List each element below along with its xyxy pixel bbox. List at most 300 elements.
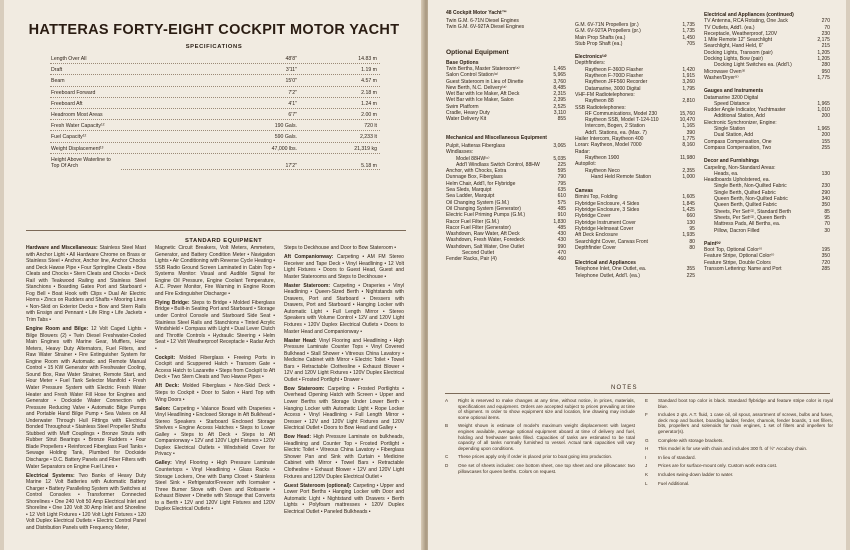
canvas-list bbox=[575, 194, 695, 251]
equipment-column-3 bbox=[284, 245, 404, 518]
price-item-value: 95 bbox=[689, 225, 695, 232]
price-item bbox=[575, 41, 695, 47]
base-options-heading: Base Options bbox=[446, 59, 479, 66]
price-item-value: 660 bbox=[686, 213, 695, 220]
price-item-name: Single Berth, Non-Quilted Fabric bbox=[714, 183, 787, 190]
equipment-section-title: Guest Stateroom (optional): bbox=[284, 482, 354, 489]
price-item-name: Raytheon SSB, Model T-124-110 bbox=[585, 117, 659, 124]
price-item-value: 3,065 bbox=[553, 142, 566, 149]
price-column-2 bbox=[575, 22, 695, 279]
electronics-heading: Electronics⁽ᵈ⁾ bbox=[575, 54, 607, 61]
price-item-name: Loran: Raytheon, Model 7000 bbox=[575, 142, 642, 149]
price-item-value: 2,395 bbox=[553, 97, 566, 104]
price-item-name: Receptacle, Weatherproof, 120V bbox=[704, 30, 778, 37]
price-item-value: 225 bbox=[557, 161, 566, 168]
note-text: Complete with storage brackets. bbox=[658, 437, 724, 443]
price-item-name: Searchlight, Hand Held, 6" bbox=[704, 43, 764, 50]
price-item-name: Telephone Outlet, Add'l. (ea.) bbox=[575, 272, 640, 279]
price-item-value: 430 bbox=[557, 237, 566, 244]
price-item-name: Boot Top, Optional Color⁽ⁱ⁾ bbox=[704, 247, 763, 254]
price-item bbox=[575, 245, 695, 251]
specifications-heading: SPECIFICATIONS bbox=[185, 44, 243, 50]
electrical-continued-heading: Electrical and Appliances (continued) bbox=[704, 12, 794, 18]
note-item bbox=[445, 454, 635, 460]
equipment-section-title: Aft Deck: bbox=[155, 383, 183, 390]
price-item-name: Hailer Intercom, Raytheon 400 bbox=[575, 136, 644, 143]
price-item-value: 155 bbox=[821, 138, 830, 145]
price-item-name: Sea Sleds, Marquipt bbox=[446, 187, 492, 194]
equipment-paragraph bbox=[284, 386, 404, 432]
price-item-name: Wet Bar with Ice Maker, Aft Deck bbox=[446, 91, 520, 98]
price-item-name: G.M. 6V-92TA Propellers (pr.) bbox=[575, 28, 641, 35]
price-item-value: 790 bbox=[557, 174, 566, 181]
price-item-name: Headboards Upholstered, ea. bbox=[704, 177, 770, 184]
equipment-section-title: Bow Head: bbox=[284, 434, 314, 441]
specifications-table bbox=[50, 56, 380, 173]
price-item-name: TV Antenna, RCA Rotating, One Jack bbox=[704, 18, 788, 25]
price-item-value: 1,450 bbox=[682, 34, 695, 41]
note-text: Fuel Additional. bbox=[658, 480, 690, 486]
equipment-paragraph bbox=[284, 338, 404, 384]
spec-row bbox=[50, 134, 380, 145]
price-item-name: Flybridge Enclosure, 3 Sides bbox=[575, 207, 640, 214]
note-item bbox=[445, 398, 635, 420]
price-item-name: Bimini Top, Folding bbox=[575, 194, 618, 201]
mechanical-list bbox=[446, 143, 566, 263]
spec-metric: 2.00 m bbox=[302, 112, 378, 118]
price-item-value: 795 bbox=[557, 180, 566, 187]
price-item-name: Oil Changing System (Generator) bbox=[446, 205, 521, 212]
spec-row bbox=[50, 56, 380, 67]
note-letter: G bbox=[645, 437, 649, 443]
price-item-value: 15,760 bbox=[679, 110, 695, 117]
spec-label: Weight Displacement¹³ bbox=[51, 145, 104, 152]
price-item-value: 485 bbox=[557, 205, 566, 212]
equipment-text: Steps to Bridge • Molded Fiberglass Bridge • Built-in Seating Port and Starboard • Storage under Control Console and Starboard Side Seat • Stainless Steel Rails and Stanchions • Tinted Acrylic Windshield • Compass with Light • Dual Lever Clutch and Throttle Controls • Hydraulic Steering • Helm Seat • 12 Volt Weatherproof Receptacle • Radar Arch • bbox=[155, 299, 275, 352]
price-item-name: Queen Berth, Quilted Fabric bbox=[714, 202, 777, 209]
price-item-name: Sea Ladder, Marquipt bbox=[446, 193, 495, 200]
price-item-value: 230 bbox=[821, 30, 830, 37]
equipment-section-title: Cockpit: bbox=[155, 354, 180, 361]
price-item-value: 430 bbox=[557, 231, 566, 238]
equipment-paragraph bbox=[155, 355, 275, 381]
price-item-name: Docking Lights, Bow (pair) bbox=[704, 56, 763, 63]
price-item-name: Mattress Pads, All Berths, ea. bbox=[714, 221, 781, 228]
spec-row bbox=[50, 78, 380, 89]
note-text: Includes swing-down ladder to water. bbox=[658, 471, 734, 477]
equipment-section-title: Salon: bbox=[155, 405, 173, 412]
price-item bbox=[446, 116, 566, 122]
price-item-name: Single Station bbox=[714, 126, 746, 133]
price-item-name: Microwave Oven⁽ᶠ⁾ bbox=[704, 68, 746, 75]
price-item-name: Datamarine 3200 Digital bbox=[704, 94, 759, 101]
notes-divider bbox=[445, 393, 830, 394]
price-item-value: 195 bbox=[821, 247, 830, 254]
spec-imperial: 7'2" bbox=[210, 90, 298, 96]
spec-metric: 720 lt bbox=[302, 123, 378, 129]
price-item-name: Searchlight Cover, Canvas Front bbox=[575, 238, 648, 245]
spec-label: Height Above Waterline to Top Of Arch bbox=[50, 157, 120, 170]
price-item-value: 990 bbox=[557, 243, 566, 250]
equipment-text: Carpeting • Draperies • Vinyl Headlining • Queen-Sized Berth • Nightstands with Drawers, Port and Starboard • Dressers with Drawers, Port and Starboard • Hanging Locker with Automatic Light • Full Length Mirror • Stereo Speakers with Volume Control • 12V and 120V Light Fixtures • 120V Duplex Electrical Outlets • Doors to Master Head and Companionway • bbox=[284, 282, 404, 335]
spec-row bbox=[50, 123, 380, 134]
spec-row bbox=[50, 67, 380, 78]
equipment-section-title: Electrical Systems: bbox=[26, 472, 79, 479]
spec-metric: 14.83 m bbox=[302, 56, 378, 62]
price-item-value: 5,035 bbox=[553, 155, 566, 162]
note-item bbox=[645, 455, 833, 461]
price-item-value: 10,470 bbox=[679, 117, 695, 124]
price-item-value: 290 bbox=[821, 189, 830, 196]
spec-metric: 4.57 m bbox=[302, 78, 378, 84]
price-item-name: Racor Fuel Filter (G.M.) bbox=[446, 218, 499, 225]
note-text: In lieu of standard. bbox=[658, 454, 696, 460]
price-item-name: Water Delivery Kit bbox=[446, 116, 487, 123]
price-item-value: 3,110 bbox=[553, 110, 566, 117]
price-item-value: 255 bbox=[821, 144, 830, 151]
mechanical-heading: Mechanical and Miscellaneous Equipment bbox=[446, 134, 547, 141]
spec-label: Headroom Most Areas bbox=[51, 111, 103, 118]
equipment-text: 12 Volt Caged Lights • Bilge Blowers (2) • Twin Diesel Freshwater-Cooled Main Engines with Marine Gear, Mufflers, Hour Meters, Heavy Duty Alternators, Fuel Filters, and Raw Water Strainer • Fire Extinguisher System for Engine Room with Automatic and Remote Manual Control • 15 KW Generator with Freshwater Cooling, Sound Box, Raw Water Strainer, Remote Start, and Hour Meter • Fuel Tank Selector Manifold • Fresh Water Pressure System with Electric Fresh Water Heater and Fresh Water Fill Hose for Engines and Generator • Dockside Water Connection with Pressure Reducing Valve • Automatic Bilge Pumps and Portable Hand Bilge Pump • Sea Valves on All Underwater Through Hull Fittings with Electrical Bonded Throughout • Stainless Steel Propeller Shafts Stubbed with Muff Couplings • Bronze Struts with Rubber Strut Bearings • Bronze Rudders • Four Blade Propellers • Reinforced Fiberglass Fuel Tanks • Sewage Holding Tank, Plumbed for Dockside Discharge • D.C. Battery Panels and Fiber Filters with Water Separators on Engine Fuel Lines • bbox=[26, 326, 146, 470]
price-item-value: 5,965 bbox=[553, 72, 566, 79]
price-item-value: 575 bbox=[557, 199, 566, 206]
note-item bbox=[645, 446, 833, 452]
price-item-name: Depthfinders: bbox=[575, 60, 606, 67]
spec-row bbox=[50, 90, 380, 101]
price-item-name: Speed Distance bbox=[714, 100, 750, 107]
equipment-section-title: Master Head: bbox=[284, 337, 319, 344]
price-item-value: 200 bbox=[821, 113, 830, 120]
spec-imperial: 48'8" bbox=[210, 56, 298, 62]
price-item-name: Pulpit, Hatteras Fiberglass bbox=[446, 142, 506, 149]
paint-list bbox=[704, 247, 830, 272]
spec-row bbox=[50, 101, 380, 112]
note-item bbox=[645, 398, 833, 409]
price-item-value: 1,935 bbox=[682, 232, 695, 239]
price-item-value: 285 bbox=[821, 265, 830, 272]
spec-metric: 21,319 kg bbox=[302, 146, 378, 152]
price-item-name: Raytheon F-360D Flasher bbox=[585, 66, 644, 73]
price-item-name: Washer/Dryer⁽ᶠ⁾ bbox=[704, 74, 739, 81]
price-item-value: 2,175 bbox=[817, 37, 830, 44]
price-item bbox=[704, 75, 830, 81]
price-item-name: Stub Prop Shaft (ea.) bbox=[575, 40, 623, 47]
price-item-name: Dunnage Box, Fiberglass bbox=[446, 174, 503, 181]
price-item-value: 11,980 bbox=[679, 154, 695, 161]
equipment-paragraph bbox=[155, 300, 275, 352]
price-item-value: 30 bbox=[824, 227, 830, 234]
optional-equipment-heading: Optional Equipment bbox=[446, 49, 509, 57]
price-item-value: 1,845 bbox=[682, 200, 695, 207]
price-item-name: Raytheon F-700D Flasher bbox=[585, 73, 644, 80]
price-item-value: 85 bbox=[824, 208, 830, 215]
price-item-value: 225 bbox=[686, 272, 695, 279]
price-item-value: 1,010 bbox=[817, 107, 830, 114]
note-item bbox=[645, 481, 833, 487]
price-item-name: Add'l. Stations, ea. (Max. 7) bbox=[585, 129, 647, 136]
spec-label: Draft bbox=[51, 67, 63, 74]
price-item-name: Docking Light Switches ea. (Add'l.) bbox=[714, 62, 792, 69]
price-item-value: 3,260 bbox=[682, 79, 695, 86]
equipment-text: Stainless Steel Mast with Anchor Light • All Hardware Chrome on Brass or Stainless Steel • Anchor, Anchor line, Anchor Chocks and Deck Hawse Pipe • Four Springline Cleats • Bow Cleats and Chocks • Stern Cleats and Chocks • Deck Rail with Teakwood Railing and Stainless Steel Stanchions • Boarding Gates Port and Starboard • Fog Bell • Boat Hook with Clips • Dual Air Electric Horns • Zincs on Rudders and Shafts • Mooring Lines • Non-Skid on Exterior Decks • Bow and Stern Rails with Ensign and Pennant • Life Ring • Life Jackets • Trim Tabs • bbox=[26, 245, 146, 324]
price-item-name: Single Berth, Quilted Fabric bbox=[714, 189, 776, 196]
spec-label: Beam bbox=[51, 78, 65, 85]
price-item-name: Swim Platform bbox=[446, 103, 479, 110]
spec-imperial: 15'0" bbox=[210, 78, 298, 84]
decor-heading: Decor and Furnishings bbox=[704, 158, 759, 165]
note-item bbox=[445, 423, 635, 451]
note-letter: L bbox=[645, 480, 648, 486]
price-item-name: Queen Berth, Non-Quilted Fabric bbox=[714, 196, 788, 203]
note-text: Includes 2 qts. A.T. fluid, 1 case oil, oil spout, assortment of screws, bulbs and fuses, deck mop and bucket, boarding ladder, fender, chamois, fender boards, 1 set fillers, bits, propellers and solenoids for main engines, 1 set of filters and impellers for generator(s). bbox=[658, 412, 833, 434]
price-item-value: 1,795 bbox=[682, 85, 695, 92]
spec-metric: 1.24 m bbox=[302, 101, 378, 107]
price-item-value: 200 bbox=[821, 132, 830, 139]
price-item-value: 1,605 bbox=[682, 194, 695, 201]
electrical-continued-list bbox=[704, 18, 830, 81]
price-item-value: 1,735 bbox=[682, 28, 695, 35]
price-item-name: Aft Deck Enclosure bbox=[575, 232, 618, 239]
price-item-value: 2,810 bbox=[682, 98, 695, 105]
price-item-value: 80 bbox=[689, 244, 695, 251]
spec-row bbox=[50, 146, 380, 157]
equipment-text: Steps to Deckhouse and Door to Bow Stateroom • bbox=[284, 245, 397, 251]
spec-imperial: 4'1" bbox=[210, 101, 298, 107]
equipment-paragraph bbox=[155, 383, 275, 403]
price-item-value: 215 bbox=[821, 43, 830, 50]
note-item bbox=[445, 463, 635, 474]
price-item-name: G.M. 6V-71N Propellers (pr.) bbox=[575, 22, 639, 28]
spec-label: Fresh Water Capacity¹² bbox=[51, 123, 105, 130]
electronics-list bbox=[575, 60, 695, 180]
price-item-value: 350 bbox=[821, 253, 830, 260]
equipment-text: Carpeting • Upper and Lower Port Berths • Hanging Locker with Door and Automatic Light • Nightstand with Drawers • Berth Lights • Polyfoam mattresses • 120V Duplex Electrical Outlet • Paneled Bulkheads • bbox=[284, 482, 404, 515]
price-item-value: 910 bbox=[557, 212, 566, 219]
price-item-value: 855 bbox=[557, 116, 566, 123]
note-letter: J bbox=[645, 463, 648, 469]
price-item-value: 1,735 bbox=[682, 22, 695, 28]
price-item-name: Anchor, with Chocks, Extra bbox=[446, 168, 507, 175]
price-item-value: 130 bbox=[821, 170, 830, 177]
spec-imperial: 6'7" bbox=[210, 112, 298, 118]
note-letter: K bbox=[645, 471, 649, 477]
price-item-value: 280 bbox=[821, 62, 830, 69]
price-item-name: Model 88HW⁽ᶜ⁾ bbox=[456, 155, 490, 162]
price-item-value: 130 bbox=[686, 219, 695, 226]
note-item bbox=[645, 412, 833, 434]
price-item-name: Helm Chair, Add'l, for Flybridge bbox=[446, 180, 516, 187]
spec-row bbox=[50, 112, 380, 123]
spec-metric: 5.18 m bbox=[302, 163, 378, 169]
price-item-value: 1,205 bbox=[817, 49, 830, 56]
electrical-heading: Electrical and Appliances bbox=[575, 260, 636, 267]
price-item-name: Radar: bbox=[575, 148, 591, 155]
price-item-value: 1,205 bbox=[817, 56, 830, 63]
spec-imperial: 47,000 lbs. bbox=[210, 146, 298, 152]
price-item-name: Raytheon 1900 bbox=[585, 154, 620, 161]
equipment-paragraph bbox=[284, 254, 404, 280]
price-item-value: 340 bbox=[821, 196, 830, 203]
note-letter: I bbox=[645, 454, 647, 460]
price-item-name: Compass Compensation, Two bbox=[704, 144, 772, 151]
spec-imperial: 3'11" bbox=[210, 67, 298, 73]
price-item-value: 355 bbox=[686, 266, 695, 273]
price-item-value: 1,915 bbox=[682, 73, 695, 80]
price-item bbox=[575, 273, 695, 279]
note-text: Standard boot top color is black. Standard flybridge and feature stripe color is royal blue. bbox=[658, 398, 833, 409]
price-item-value: 470 bbox=[557, 250, 566, 256]
price-item-name: Datamarine, 3000 Digital bbox=[585, 85, 641, 92]
price-item-name: New Berth, N.C. Delivery⁽ᵃ⁾ bbox=[446, 84, 507, 91]
price-item-value: 2,525 bbox=[553, 103, 566, 110]
price-item-name: Cradle, Heavy Duty bbox=[446, 110, 490, 117]
price-item-name: Twin Berths, Master Stateroom⁽ᵃ⁾ bbox=[446, 65, 520, 72]
price-item bbox=[575, 174, 695, 180]
price-item-name: Feature Stripe, Double Colors bbox=[704, 259, 771, 266]
price-item-name: VHF-FM Radiotelephones: bbox=[575, 91, 635, 98]
price-item-value: 2,355 bbox=[682, 167, 695, 174]
equipment-paragraph bbox=[26, 245, 146, 324]
price-item-name: TV Outlets, Add'l. (ea.) bbox=[704, 24, 755, 31]
price-item-value: 1,965 bbox=[817, 100, 830, 107]
price-item-name: Flybridge Instrument Cover bbox=[575, 219, 636, 226]
price-item-value: 8,160 bbox=[682, 142, 695, 149]
price-item-name: Hand Held Remote Station bbox=[591, 173, 652, 180]
price-item bbox=[446, 256, 566, 262]
price-item-name: Sheets, Per Set⁽ᴳ⁾, Standard Berth bbox=[714, 208, 792, 215]
engine-line: Twin G.M. 6V-92TA Diesel Engines bbox=[446, 24, 525, 31]
price-item-value: 485 bbox=[557, 224, 566, 231]
price-item-name: Fender Racks, Pair (4) bbox=[446, 256, 497, 263]
price-item-name: Carpeling, Non-Standard Areas: bbox=[704, 164, 776, 171]
price-item-name: Flybridge Cover bbox=[575, 213, 611, 220]
price-item-name: Dual Station, Add bbox=[714, 132, 753, 139]
equipment-paragraph bbox=[284, 483, 404, 516]
price-item-name: Flybridge Helmseat Cover bbox=[575, 225, 634, 232]
price-item-value: 3,760 bbox=[553, 78, 566, 85]
page-title: HATTERAS FORTY-EIGHT COCKPIT MOTOR YACHT bbox=[28, 22, 400, 38]
note-letter: D bbox=[445, 462, 449, 468]
price-item-value: 1,425 bbox=[682, 207, 695, 214]
note-letter: E bbox=[645, 398, 649, 403]
equipment-section-title: Engine Room and Bilge: bbox=[26, 326, 91, 333]
price-item bbox=[704, 266, 830, 272]
price-item-name: Transom Lettering: Name and Port bbox=[704, 265, 782, 272]
price-item-name: Additional Station, Add bbox=[714, 113, 765, 120]
gauges-list bbox=[704, 95, 830, 152]
equipment-section-title: Aft Companionway: bbox=[284, 254, 337, 261]
price-item-name: Washdown, Raw Water, Aft Deck bbox=[446, 231, 520, 238]
equipment-text: High Pressure Laminate on bulkheads, Headlining and Counter Top • Frosted Portlight • Electric Toilet • Vitreous China Lavatory • Fiberglass Shower Pan and Sink with Curtain • Medicine Cabinet with Mirror • Towel Bars • Retractable Clothesline • Exhaust Blower • 12V and 120V Light Fixtures and 120V Duplex Electrical Outlet • bbox=[284, 434, 404, 480]
price-item-name: Wet Bar with Ice Maker, Salon bbox=[446, 97, 514, 104]
gauges-heading: Gauges and Instruments bbox=[704, 88, 764, 95]
price-column-3 bbox=[704, 10, 830, 272]
decor-list bbox=[704, 165, 830, 234]
notes-left-column bbox=[445, 398, 635, 477]
price-item-value: 2,315 bbox=[553, 91, 566, 98]
price-item-name: Flybridge Enclosure, 4 Sides bbox=[575, 200, 640, 207]
engine-line: Twin G.M. 6-71N Diesel Engines bbox=[446, 17, 519, 24]
equipment-section-title: Bow Stateroom: bbox=[284, 385, 328, 392]
note-item bbox=[645, 438, 833, 444]
price-item-value: 705 bbox=[686, 40, 695, 47]
spec-metric: 1.19 m bbox=[302, 67, 378, 73]
equipment-text: Carpeting • AM FM Stereo Receiver and Tape Deck • Vinyl Headlining • 12 Volt Light Fixtures • Doors to Guest Head, Guest and Master Staterooms and Steps to Deckhouse • bbox=[284, 254, 404, 280]
price-item-name: Guest Stateroom in Lieu of Dinette bbox=[446, 78, 524, 85]
price-item-name: Pillow, Dacron Filled bbox=[714, 227, 760, 234]
price-item-value: 460 bbox=[557, 256, 566, 263]
electrical-list bbox=[575, 266, 695, 279]
note-text: These prices apply only if order is placed prior to boat going into production. bbox=[458, 454, 613, 460]
note-item bbox=[645, 463, 833, 469]
price-item-name: Raytheon Neco bbox=[585, 167, 620, 174]
price-item-value: 1,000 bbox=[682, 173, 695, 180]
note-letter: C bbox=[445, 454, 449, 460]
spec-label: Freeboard Forward bbox=[51, 89, 96, 96]
price-item-value: 595 bbox=[557, 168, 566, 175]
price-item-value: 1,830 bbox=[553, 218, 566, 225]
spec-imperial: 17'2" bbox=[210, 163, 298, 169]
equipment-column-2 bbox=[155, 245, 275, 515]
equipment-text: Molded Fiberglass • Non-Skid Deck • Steps to Cockpit • Door to Salon • Hard Top with Wing Doors • bbox=[155, 383, 275, 403]
engines-heading: 48 Cockpit Motor Yacht™ bbox=[446, 10, 507, 16]
price-item-value: 8,485 bbox=[553, 84, 566, 91]
equipment-text: Magnetic Circuit Breakers, Volt Meters, Ammeters, Generator, and Battery Condition Meter • Navigation Lights • Air Conditioning with Reverse Cycle Heating • SSB Radio Ground Screen Laminated in Cabin Top • Systems Monitor: Visual and Audible Signal for Engine Oil Pressure, Engine Coolant Temperature, A.C. Power Monitor, Fire Warning in Engine Room and Fire Extinguisher Discharge • bbox=[155, 245, 275, 297]
spec-label: Fuel Capacity¹² bbox=[51, 134, 87, 141]
price-item-value: 610 bbox=[557, 193, 566, 200]
base-options-list bbox=[446, 66, 566, 123]
price-item-name: Rudder Angle Indicator, Yachtmaster bbox=[704, 107, 786, 114]
price-item-name: Heads, ea. bbox=[714, 170, 739, 177]
price-item-value: 230 bbox=[821, 183, 830, 190]
paint-heading: Paint⁽ʰ⁾ bbox=[704, 240, 721, 247]
price-item-name: Electronic Synchronizer, Engine: bbox=[704, 119, 777, 126]
note-text: Weight shown is estimate of model's maximum weight displacement with largest engines available, average optional equipment aboard at time of delivery and fuel, holding and freshwater tanks filled. Capacities of tanks are estimated to be total capacity of all tanks normally furnished to vessel. Actual tank capacities will vary depending upon conditions. bbox=[458, 423, 635, 451]
price-item-name: Telephone Inlet, One Outlet, ea. bbox=[575, 266, 647, 273]
price-item-value: 95 bbox=[824, 214, 830, 221]
canvas-heading: Canvas bbox=[575, 188, 593, 195]
equipment-paragraph bbox=[155, 460, 275, 512]
price-item-value: 270 bbox=[821, 18, 830, 25]
price-item-name: Racor Fuel Filter (Generator) bbox=[446, 224, 511, 231]
equipment-section-title: Master Stateroom: bbox=[284, 282, 334, 289]
equipment-section-title: Galley: bbox=[155, 460, 176, 467]
left-page bbox=[4, 0, 424, 550]
price-item-value: 1,775 bbox=[682, 136, 695, 143]
equipment-section-title: Hardware and Miscellaneous: bbox=[26, 245, 100, 251]
note-letter: H bbox=[645, 446, 649, 452]
price-item-value: 635 bbox=[557, 187, 566, 194]
spec-label: Freeboard Aft bbox=[51, 100, 83, 107]
price-item-value: 70 bbox=[824, 221, 830, 228]
note-item bbox=[645, 472, 833, 478]
price-item-name: Windlasses: bbox=[446, 149, 474, 156]
equipment-text: Carpeting • Valance Board with Draperies • Vinyl Headlining • Enclosed Storage in Aft Bulkhead • Stereo Speakers • Starboard Enclosed Storage Shelves • Engine Access Hatches • Steps to Lower Galley • Steps to Aft Deck • Steps to Aft Companionway • 12V and 120V Light Fixtures • 120V Duplex Electrical Outlets • Windshield Cover for Privacy • bbox=[155, 405, 276, 458]
price-item-name: Main Prop Shafts (ea.) bbox=[575, 34, 626, 41]
price-item-value: 720 bbox=[821, 259, 830, 266]
equipment-paragraph bbox=[284, 434, 404, 480]
price-item bbox=[704, 228, 830, 234]
price-item-name: Docking Lights, Transom (pair) bbox=[704, 49, 773, 56]
spec-metric: 2,233 lt bbox=[302, 134, 378, 140]
price-item-name: Depthfinder Cover bbox=[575, 244, 616, 251]
spec-imperial: 190 Gals. bbox=[210, 123, 298, 129]
spec-metric: 2.18 m bbox=[302, 90, 378, 96]
price-item-name: Salon Control Station⁽ᵃ⁾ bbox=[446, 72, 499, 79]
equipment-column-1 bbox=[26, 245, 146, 534]
equipment-paragraph bbox=[155, 245, 275, 297]
price-item-value: 80 bbox=[689, 238, 695, 245]
